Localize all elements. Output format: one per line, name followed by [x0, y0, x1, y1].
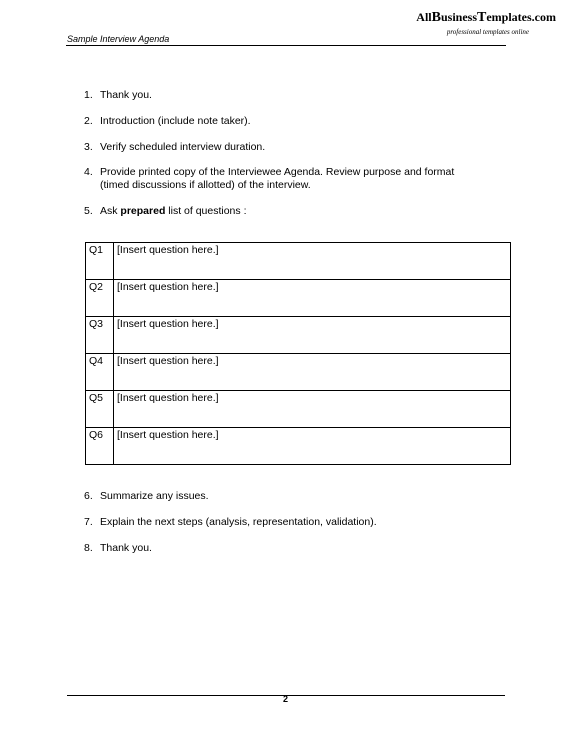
brand-name — [416, 11, 556, 25]
agenda-item-suffix: list of questions : — [165, 205, 247, 217]
agenda-item-text: Thank you. — [100, 89, 152, 101]
agenda-item-number: 5. — [84, 205, 93, 217]
agenda-item-number: 8. — [84, 542, 93, 554]
brand-name-part: All — [416, 10, 432, 24]
agenda-item-line: (timed discussions if allotted) of the interview. — [100, 179, 311, 191]
question-text: [Insert question here.] — [114, 317, 511, 354]
agenda-item-number: 1. — [84, 89, 93, 101]
question-number: Q6 — [86, 428, 114, 465]
question-text: [Insert question here.] — [114, 391, 511, 428]
agenda-item-emphasis: prepared — [120, 205, 166, 217]
page-number: 2 — [282, 694, 288, 704]
table-row — [86, 243, 511, 280]
agenda-item-text: Verify scheduled interview duration. — [100, 141, 266, 153]
agenda-item — [84, 166, 504, 192]
table-row — [86, 354, 511, 391]
agenda-item — [84, 115, 504, 128]
question-text: [Insert question here.] — [114, 280, 511, 317]
brand-name-part: T — [477, 10, 487, 25]
agenda-item — [84, 141, 504, 154]
question-number: Q3 — [86, 317, 114, 354]
agenda-item — [84, 490, 504, 503]
question-number: Q5 — [86, 391, 114, 428]
document-title: Sample Interview Agenda — [67, 34, 170, 44]
agenda-item-prefix: Ask — [100, 205, 121, 217]
question-number: Q4 — [86, 354, 114, 391]
question-text: [Insert question here.] — [114, 354, 511, 391]
agenda-item-text: Thank you. — [100, 542, 152, 554]
agenda-item — [84, 205, 504, 218]
agenda-item-text — [100, 166, 454, 192]
table-row — [86, 428, 511, 465]
table-row — [86, 317, 511, 354]
agenda-item — [84, 516, 504, 529]
agenda-item-number: 6. — [84, 490, 93, 502]
agenda-item-text: Explain the next steps (analysis, representation, validation). — [100, 516, 377, 528]
questions-table — [85, 242, 511, 465]
agenda-item-number: 7. — [84, 516, 93, 528]
brand-tagline: professional templates online — [446, 28, 529, 36]
question-text: [Insert question here.] — [114, 243, 511, 280]
table-row — [86, 280, 511, 317]
question-number: Q2 — [86, 280, 114, 317]
brand-name-part: emplates.com — [486, 10, 556, 24]
brand-name-part: usiness — [440, 10, 477, 24]
agenda-item — [84, 542, 504, 555]
agenda-item-line: Provide printed copy of the Interviewee Agenda. Review purpose and format — [100, 166, 455, 178]
agenda-item-number: 3. — [84, 141, 93, 153]
agenda-item-text: Summarize any issues. — [100, 490, 209, 502]
agenda-item-text — [100, 205, 246, 218]
question-number: Q1 — [86, 243, 114, 280]
agenda-item-number: 2. — [84, 115, 93, 127]
table-row — [86, 391, 511, 428]
question-text: [Insert question here.] — [114, 428, 511, 465]
agenda-item-number: 4. — [84, 166, 93, 178]
agenda-item-text: Introduction (include note taker). — [100, 115, 251, 127]
header-divider — [66, 45, 506, 46]
brand-logo — [416, 11, 556, 36]
brand-name-part: B — [431, 10, 441, 25]
agenda-item — [84, 89, 504, 102]
